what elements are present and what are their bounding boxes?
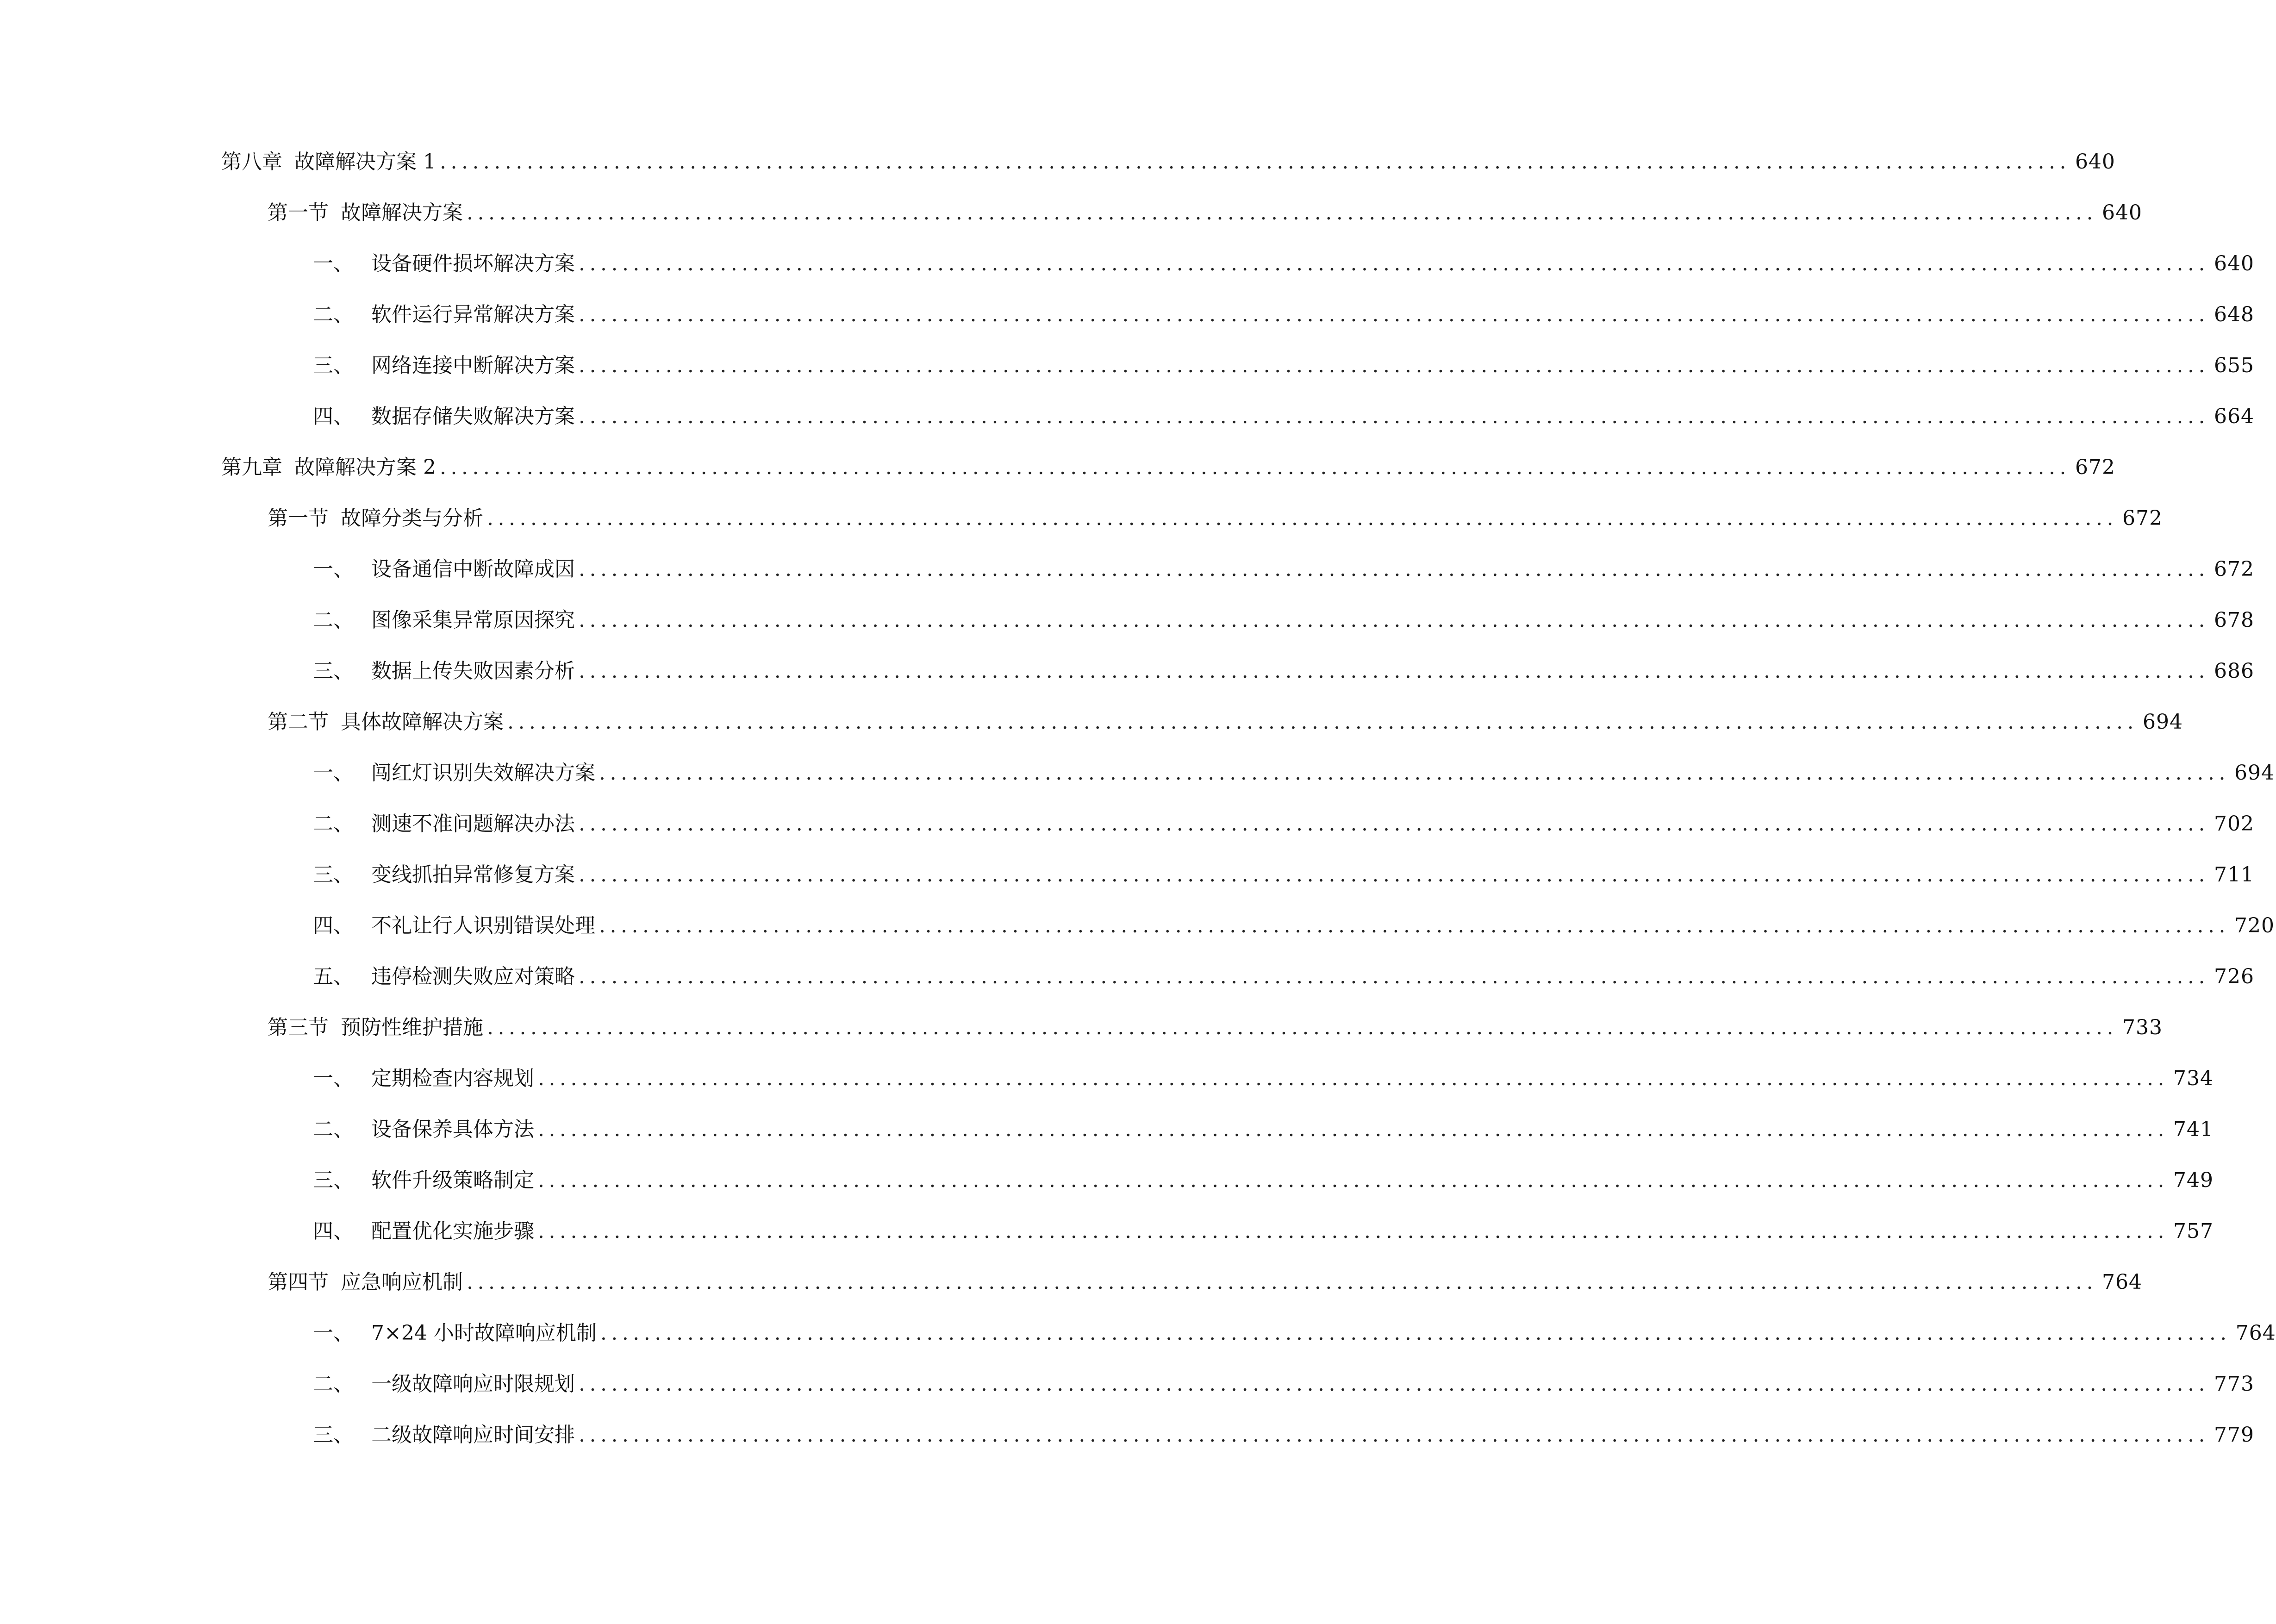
toc-entry-title: 配置优化实施步骤 bbox=[371, 1219, 534, 1243]
toc-entry-number: 四、 bbox=[313, 1219, 354, 1243]
toc-entry-label bbox=[268, 1268, 463, 1305]
toc-page-number: 672 bbox=[2075, 456, 2115, 479]
dot-leader: ...................................................................................................................................................... bbox=[579, 252, 2209, 275]
toc-entry-label bbox=[221, 454, 436, 491]
toc-entry-label bbox=[313, 1421, 575, 1458]
toc-entry-label bbox=[313, 912, 595, 949]
toc-subsection-entry[interactable] bbox=[221, 643, 2254, 694]
toc-entry-label bbox=[313, 352, 575, 389]
toc-page-number: 648 bbox=[2214, 303, 2254, 326]
dot-leader: ...................................................................................................................................................... bbox=[579, 1423, 2209, 1447]
toc-entry-label bbox=[313, 657, 575, 694]
dot-leader: ...................................................................................................................................................... bbox=[600, 1321, 2231, 1345]
toc-page-number: 702 bbox=[2214, 812, 2254, 836]
toc-page-number: 672 bbox=[2122, 506, 2163, 530]
toc-entry-label bbox=[268, 199, 463, 236]
toc-page-number: 764 bbox=[2235, 1321, 2276, 1345]
toc-entry-title: 具体故障解决方案 bbox=[341, 710, 504, 734]
dot-leader: ...................................................................................................................................................... bbox=[538, 1118, 2169, 1141]
toc-entry-title: 设备通信中断故障成因 bbox=[371, 557, 575, 581]
toc-entry-label bbox=[268, 1014, 483, 1051]
toc-page-number: 733 bbox=[2122, 1016, 2163, 1039]
toc-entry-title: 网络连接中断解决方案 bbox=[371, 354, 575, 377]
dot-leader: ...................................................................................................................................................... bbox=[467, 1270, 2097, 1294]
toc-page-number: 749 bbox=[2173, 1168, 2214, 1192]
toc-subsection-entry[interactable] bbox=[221, 847, 2254, 898]
dot-leader: ...................................................................................................................................................... bbox=[507, 710, 2138, 734]
toc-entry-label bbox=[313, 1218, 534, 1255]
toc-entry-number: 四、 bbox=[313, 405, 354, 428]
toc-entry-number: 一、 bbox=[313, 252, 354, 275]
toc-entry-number: 第一节 bbox=[268, 506, 329, 530]
toc-subsection-entry[interactable] bbox=[221, 1102, 2214, 1153]
toc-entry-label bbox=[268, 708, 504, 745]
toc-subsection-entry[interactable] bbox=[221, 1407, 2254, 1458]
toc-page-number: 741 bbox=[2173, 1118, 2214, 1141]
toc-entry-number: 一、 bbox=[313, 761, 354, 785]
toc-entry-title: 一级故障响应时限规划 bbox=[371, 1372, 575, 1396]
toc-subsection-entry[interactable] bbox=[221, 236, 2254, 287]
toc-page-number: 672 bbox=[2214, 557, 2254, 581]
toc-entry-title: 二级故障响应时间安排 bbox=[371, 1423, 575, 1447]
toc-entry-label bbox=[313, 403, 575, 440]
toc-entry-number: 四、 bbox=[313, 914, 354, 937]
toc-entry-label bbox=[313, 963, 575, 1000]
toc-page-number: 734 bbox=[2173, 1067, 2214, 1090]
toc-subsection-entry[interactable] bbox=[221, 1356, 2254, 1407]
toc-entry-label bbox=[313, 1370, 575, 1407]
toc-page-number: 720 bbox=[2234, 914, 2275, 937]
dot-leader: ...................................................................................................................................................... bbox=[579, 659, 2209, 683]
toc-subsection-entry[interactable] bbox=[221, 1051, 2214, 1102]
dot-leader: ...................................................................................................................................................... bbox=[538, 1067, 2169, 1090]
toc-entry-title: 7×24 小时故障响应机制 bbox=[371, 1321, 597, 1345]
toc-entry-title: 测速不准问题解决办法 bbox=[371, 812, 575, 836]
toc-page-number: 640 bbox=[2101, 201, 2142, 225]
toc-subsection-entry[interactable] bbox=[221, 1204, 2214, 1255]
toc-entry-title: 设备硬件损坏解决方案 bbox=[371, 252, 575, 275]
toc-section-entry[interactable] bbox=[221, 185, 2142, 236]
toc-entry-title: 故障解决方案 1 bbox=[294, 150, 436, 174]
toc-subsection-entry[interactable] bbox=[221, 593, 2254, 643]
toc-subsection-entry[interactable] bbox=[221, 949, 2254, 1000]
toc-subsection-entry[interactable] bbox=[221, 898, 2275, 949]
dot-leader: ...................................................................................................................................................... bbox=[439, 150, 2070, 174]
toc-entry-number: 三、 bbox=[313, 1423, 354, 1447]
dot-leader: ...................................................................................................................................................... bbox=[579, 1372, 2209, 1396]
toc-page-number: 694 bbox=[2234, 761, 2275, 785]
toc-entry-title: 设备保养具体方法 bbox=[371, 1118, 534, 1141]
dot-leader: ...................................................................................................................................................... bbox=[487, 506, 2118, 530]
toc-subsection-entry[interactable] bbox=[221, 389, 2254, 440]
toc-page-number: 711 bbox=[2214, 863, 2254, 887]
dot-leader: ...................................................................................................................................................... bbox=[538, 1168, 2169, 1192]
toc-subsection-entry[interactable] bbox=[221, 745, 2275, 796]
toc-subsection-entry[interactable] bbox=[221, 287, 2254, 338]
toc-page-number: 764 bbox=[2101, 1270, 2142, 1294]
toc-entry-number: 三、 bbox=[313, 659, 354, 683]
toc-page-number: 686 bbox=[2214, 659, 2254, 683]
toc-section-entry[interactable] bbox=[221, 491, 2163, 542]
dot-leader: ...................................................................................................................................................... bbox=[579, 608, 2209, 632]
toc-entry-label bbox=[313, 606, 575, 643]
toc-entry-label bbox=[221, 148, 436, 185]
toc-entry-number: 第九章 bbox=[221, 456, 282, 479]
toc-entry-label bbox=[313, 861, 575, 898]
toc-entry-label bbox=[313, 301, 575, 338]
toc-entry-label bbox=[313, 1167, 534, 1204]
toc-subsection-entry[interactable] bbox=[221, 796, 2254, 847]
toc-page-number: 757 bbox=[2173, 1219, 2214, 1243]
toc-entry-number: 第二节 bbox=[268, 710, 329, 734]
toc-entry-title: 不礼让行人识别错误处理 bbox=[371, 914, 595, 937]
dot-leader: ...................................................................................................................................................... bbox=[579, 863, 2209, 887]
toc-entry-label bbox=[313, 810, 575, 847]
toc-page-number: 694 bbox=[2142, 710, 2183, 734]
table-of-contents bbox=[221, 134, 2276, 1458]
toc-entry-number: 第八章 bbox=[221, 150, 282, 174]
toc-entry-title: 故障分类与分析 bbox=[341, 506, 483, 530]
toc-entry-number: 三、 bbox=[313, 354, 354, 377]
toc-entry-number: 一、 bbox=[313, 557, 354, 581]
toc-entry-number: 二、 bbox=[313, 303, 354, 326]
toc-entry-number: 一、 bbox=[313, 1321, 354, 1345]
toc-page-number: 678 bbox=[2214, 608, 2254, 632]
toc-subsection-entry[interactable] bbox=[221, 1305, 2276, 1356]
toc-entry-number: 第三节 bbox=[268, 1016, 329, 1039]
toc-entry-number: 二、 bbox=[313, 608, 354, 632]
toc-entry-number: 二、 bbox=[313, 812, 354, 836]
toc-section-entry[interactable] bbox=[221, 1000, 2163, 1051]
toc-entry-title: 数据存储失败解决方案 bbox=[371, 405, 575, 428]
toc-entry-title: 应急响应机制 bbox=[341, 1270, 463, 1294]
toc-entry-number: 一、 bbox=[313, 1067, 354, 1090]
toc-entry-title: 违停检测失败应对策略 bbox=[371, 965, 575, 988]
toc-entry-title: 闯红灯识别失效解决方案 bbox=[371, 761, 595, 785]
toc-section-entry[interactable] bbox=[221, 694, 2183, 745]
toc-entry-title: 软件升级策略制定 bbox=[371, 1168, 534, 1192]
toc-entry-title: 变线抓拍异常修复方案 bbox=[371, 863, 575, 887]
toc-entry-title: 预防性维护措施 bbox=[341, 1016, 483, 1039]
toc-subsection-entry[interactable] bbox=[221, 338, 2254, 389]
toc-section-entry[interactable] bbox=[221, 1255, 2142, 1305]
toc-entry-number: 二、 bbox=[313, 1372, 354, 1396]
toc-entry-label bbox=[313, 759, 595, 796]
dot-leader: ...................................................................................................................................................... bbox=[439, 456, 2070, 479]
toc-entry-label bbox=[313, 1116, 534, 1153]
toc-entry-title: 数据上传失败因素分析 bbox=[371, 659, 575, 683]
toc-page-number: 726 bbox=[2214, 965, 2254, 988]
toc-entry-label bbox=[313, 1065, 534, 1102]
toc-page-number: 664 bbox=[2214, 405, 2254, 428]
dot-leader: ...................................................................................................................................................... bbox=[599, 761, 2230, 785]
toc-page-number: 779 bbox=[2214, 1423, 2254, 1447]
toc-page-number: 640 bbox=[2075, 150, 2115, 174]
toc-entry-label bbox=[313, 250, 575, 287]
dot-leader: ...................................................................................................................................................... bbox=[467, 201, 2097, 225]
toc-page-number: 773 bbox=[2214, 1372, 2254, 1396]
toc-entry-title: 故障解决方案 2 bbox=[294, 456, 436, 479]
dot-leader: ...................................................................................................................................................... bbox=[579, 303, 2209, 326]
toc-chapter-entry[interactable] bbox=[221, 440, 2115, 491]
toc-page-number: 640 bbox=[2214, 252, 2254, 275]
toc-entry-number: 三、 bbox=[313, 1168, 354, 1192]
dot-leader: ...................................................................................................................................................... bbox=[579, 557, 2209, 581]
toc-entry-title: 软件运行异常解决方案 bbox=[371, 303, 575, 326]
dot-leader: ...................................................................................................................................................... bbox=[538, 1219, 2169, 1243]
toc-entry-number: 第一节 bbox=[268, 201, 329, 225]
toc-subsection-entry[interactable] bbox=[221, 1153, 2214, 1204]
toc-chapter-entry[interactable] bbox=[221, 134, 2115, 185]
toc-page-number: 655 bbox=[2214, 354, 2254, 377]
dot-leader: ...................................................................................................................................................... bbox=[599, 914, 2230, 937]
dot-leader: ...................................................................................................................................................... bbox=[579, 965, 2209, 988]
toc-entry-title: 定期检查内容规划 bbox=[371, 1067, 534, 1090]
toc-entry-label bbox=[313, 1319, 597, 1356]
toc-entry-number: 五、 bbox=[313, 965, 354, 988]
toc-subsection-entry[interactable] bbox=[221, 542, 2254, 593]
dot-leader: ...................................................................................................................................................... bbox=[579, 354, 2209, 377]
toc-entry-number: 三、 bbox=[313, 863, 354, 887]
toc-entry-number: 二、 bbox=[313, 1118, 354, 1141]
toc-entry-title: 图像采集异常原因探究 bbox=[371, 608, 575, 632]
toc-entry-label bbox=[313, 556, 575, 593]
toc-entry-title: 故障解决方案 bbox=[341, 201, 463, 225]
dot-leader: ...................................................................................................................................................... bbox=[579, 405, 2209, 428]
toc-entry-label bbox=[268, 505, 483, 542]
dot-leader: ...................................................................................................................................................... bbox=[579, 812, 2209, 836]
dot-leader: ...................................................................................................................................................... bbox=[487, 1016, 2118, 1039]
toc-entry-number: 第四节 bbox=[268, 1270, 329, 1294]
